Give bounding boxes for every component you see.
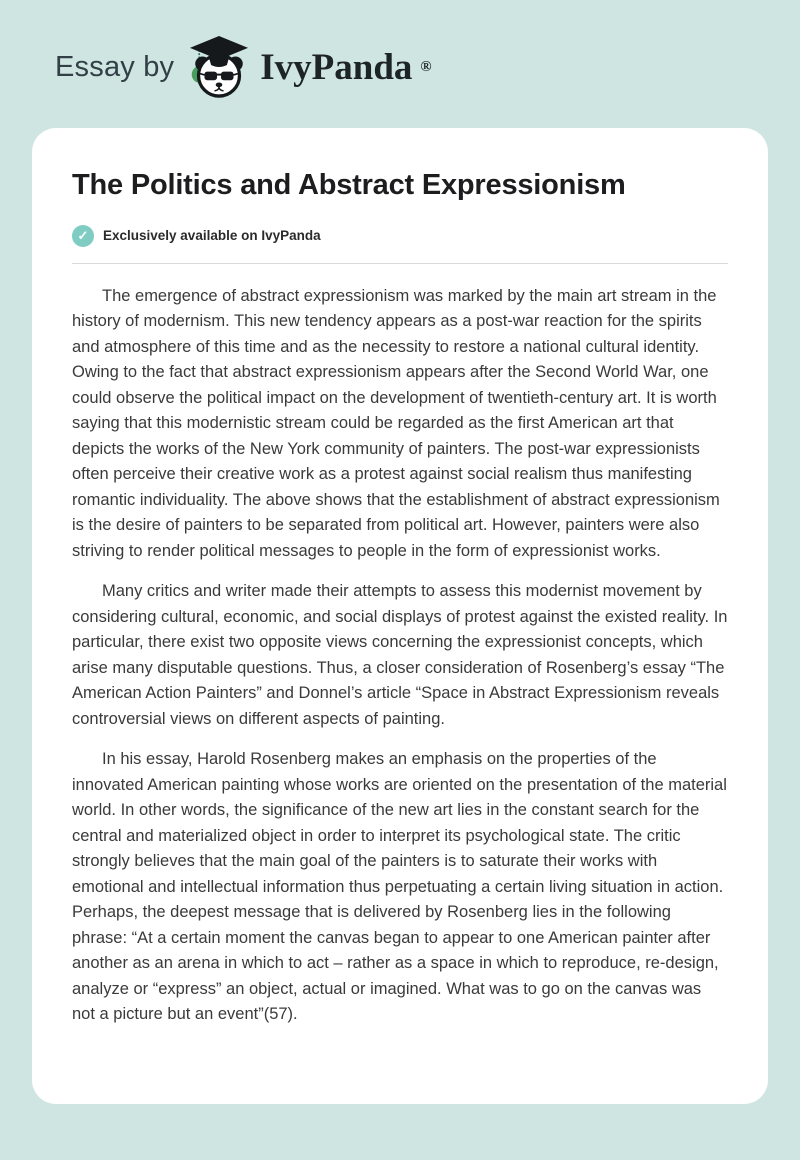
ivypanda-logo[interactable] bbox=[186, 34, 431, 100]
brand-name: IvyPanda bbox=[260, 46, 413, 88]
essay-paragraph-1: The emergence of abstract expressionism was marked by the main art stream in the history of modernism. This new tendency appears as a post-war reaction for the spirits and atmosphere of this time and as the necessity to restore a national cultural identity. Owing to the fact that abstract expressionism appears after the Second World War, one could observe the political impact on the development of twentieth-century art. It is worth saying that this modernistic stream could be regarded as the first American art that depicts the works of the New York community of painters. The post-war expressionists often perceive their creative work as a protest against social realism thus manifesting romantic individuality. The above shows that the establishment of abstract expressionism is the desire of painters to be separated from political art. However, painters were also striving to render political messages to people in the form of expressionist works. bbox=[72, 286, 720, 560]
essay-by-label: Essay by bbox=[55, 50, 175, 83]
page-header bbox=[0, 0, 800, 128]
exclusive-badge-label: Exclusively available on IvyPanda bbox=[103, 228, 321, 244]
registered-mark: ® bbox=[420, 58, 432, 75]
exclusive-badge bbox=[72, 225, 728, 247]
page-title: The Politics and Abstract Expressionism bbox=[72, 169, 626, 201]
panda-graduate-icon bbox=[186, 34, 252, 100]
essay-card bbox=[32, 128, 768, 1104]
essay-paragraph-3: In his essay, Harold Rosenberg makes an emphasis on the properties of the innovated American painting whose works are oriented on the presentation of the material world. In other words, the significance of the new art lies in the constant search for the central and materialized object in order to interpret its psychological state. The critic strongly believes that the main goal of the painters is to saturate their works with emotional and intellectual information thus perpetuating a certain living situation in action. Perhaps, the deepest message that is delivered by Rosenberg lies in the following phrase: “At a certain moment the canvas began to appear to one American painter after another as an arena in which to act – rather as a space in which to reproduce, re-design, analyze or “express” an object, actual or imagined. What was to go on the canvas was not a picture but an event”(57). bbox=[72, 750, 727, 1024]
essay-paragraph-2: Many critics and writer made their attempts to assess this modernist movement by considering cultural, economic, and social displays of protest against the existed reality. In particular, there exist two opposite views concerning the expressionist concepts, which arise many disputable questions. Thus, a closer consideration of Rosenberg’s essay “The American Action Painters” and Donnel’s article “Space in Abstract Expressionism reveals controversial views on different aspects of painting. bbox=[72, 582, 728, 728]
divider bbox=[72, 263, 728, 264]
check-icon: ✓ bbox=[72, 225, 94, 247]
essay-body bbox=[72, 284, 728, 1028]
